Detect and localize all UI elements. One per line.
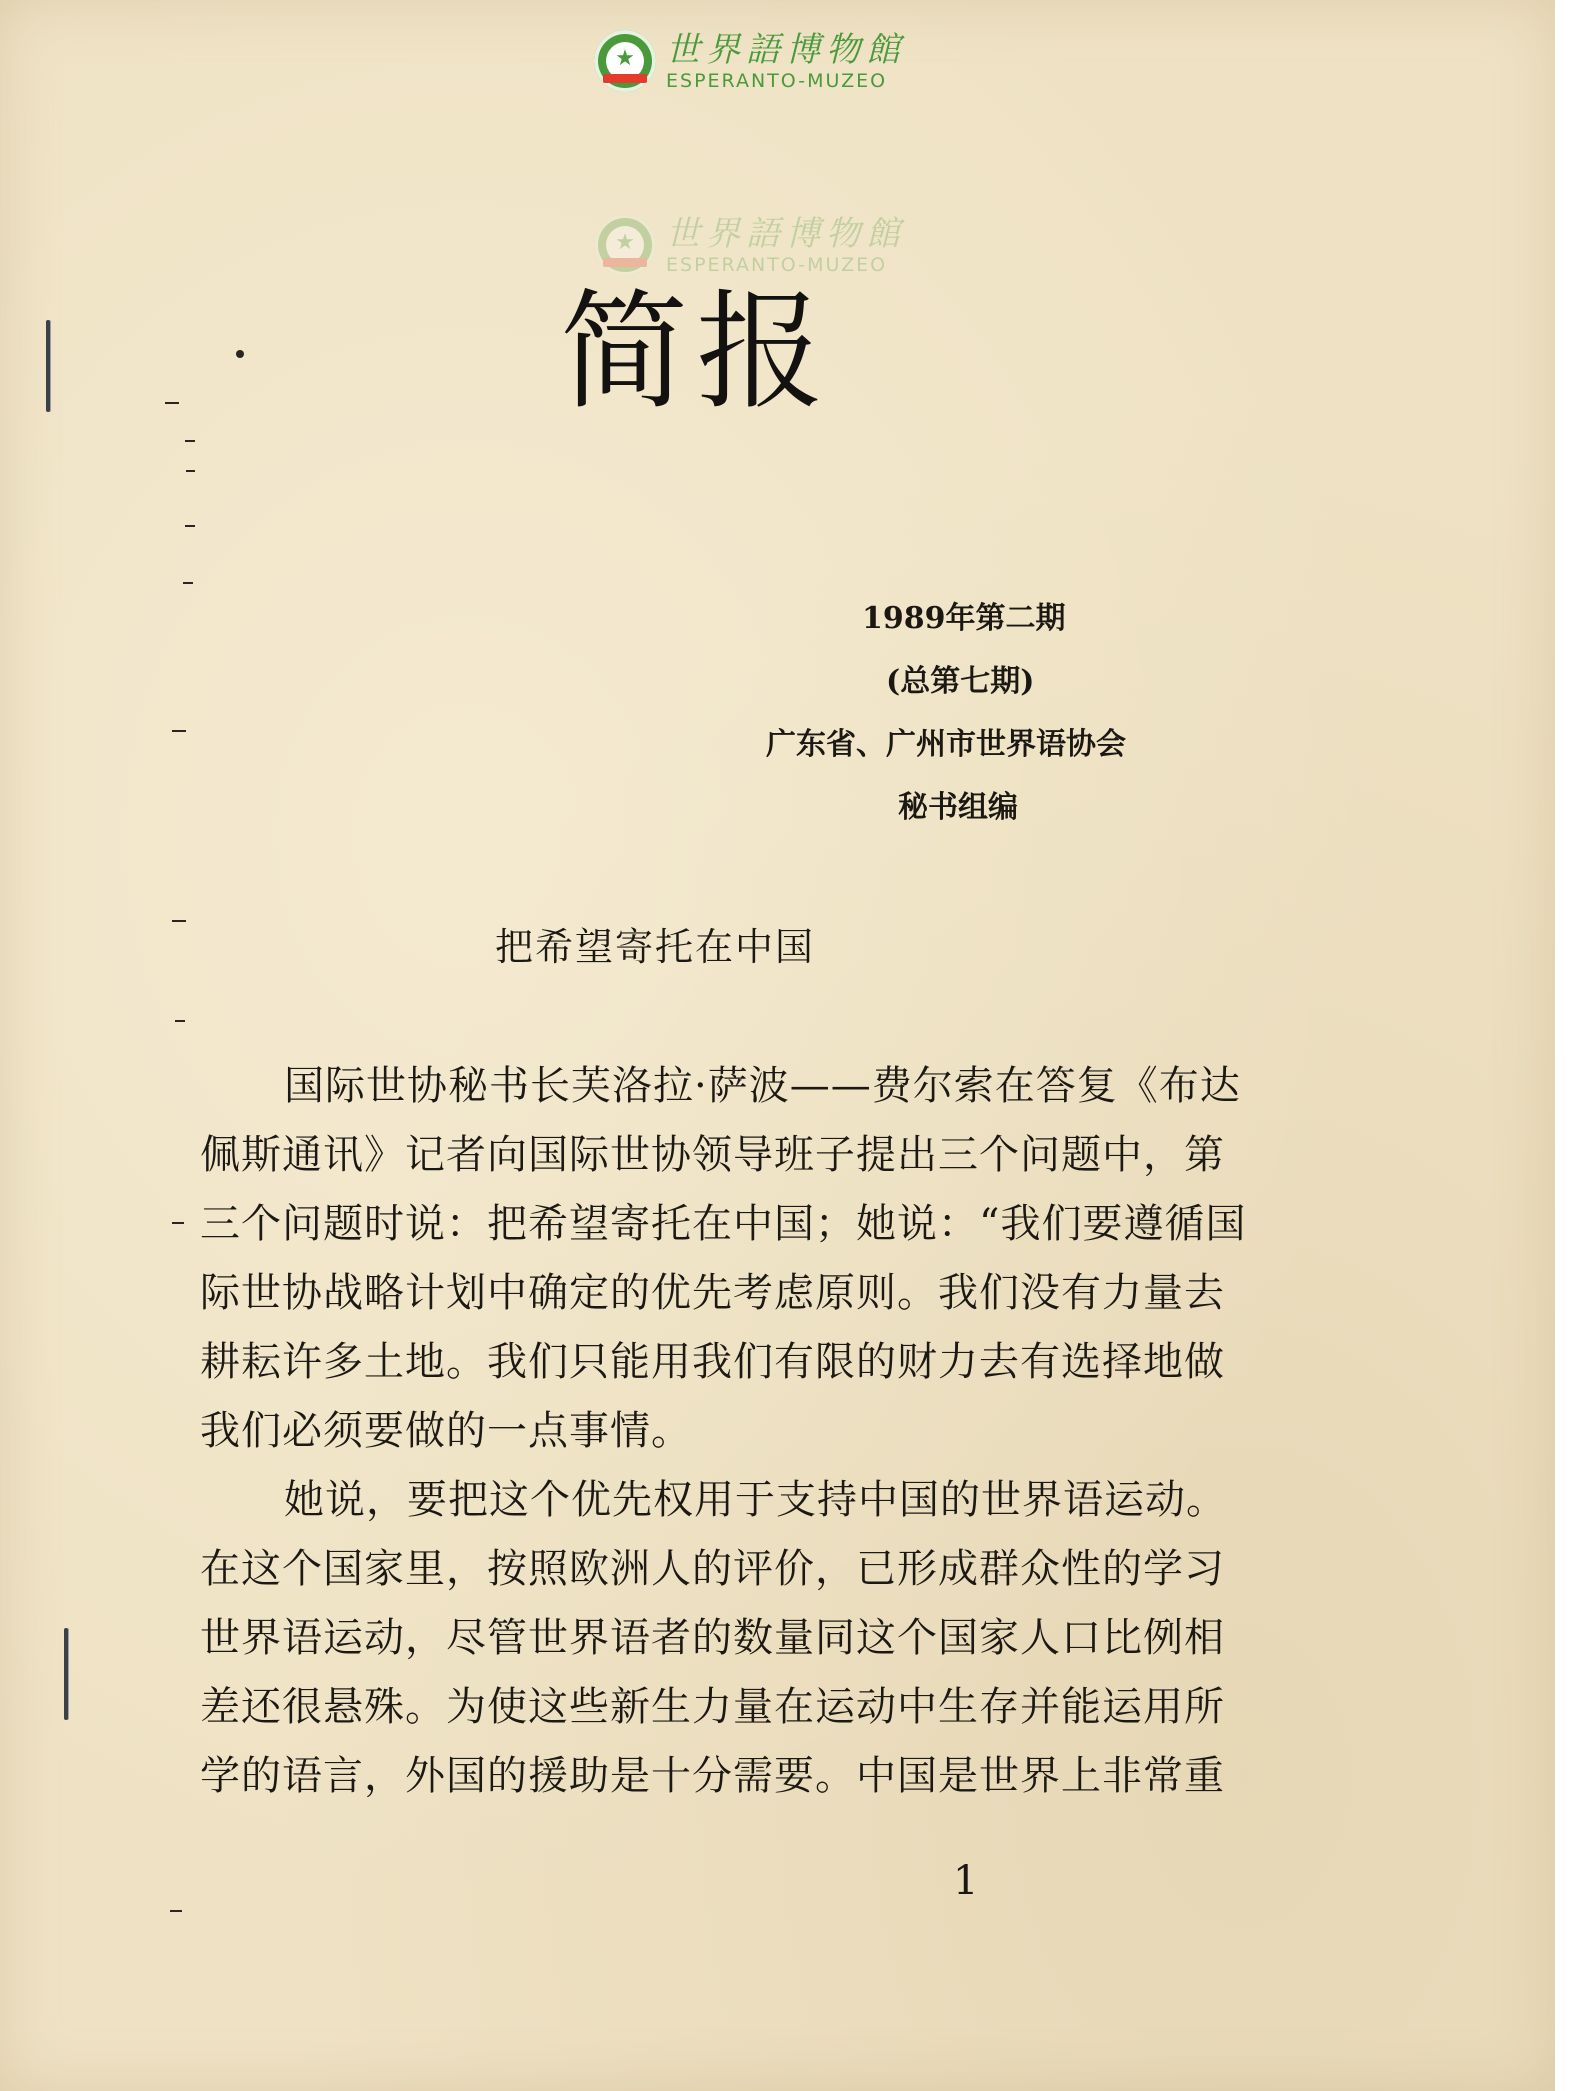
- logo-english-name: ESPERANTO-MUZEO: [666, 70, 888, 92]
- newsletter-title: 简报: [560, 278, 833, 427]
- article-paragraph: 她说，要把这个优先权用于支持中国的世界语运动。在这个国家里，按照欧洲人的评价，已形成群众性的学习世界语运动，尽管世界语者的数量同这个国家人口比例相差还很悬殊。为使这些新生力量在运动中生存并能运用所学的语言，外国的援助是十分需要。中国是世界上非常重: [200, 1477, 1227, 1799]
- page-number: 1: [953, 1858, 979, 1904]
- margin-mark: [172, 1222, 184, 1224]
- watermark-chinese-name: 世界語博物館: [666, 214, 906, 254]
- staple-top: [46, 320, 50, 412]
- issue-number: 1989年第二期: [862, 601, 1066, 636]
- margin-mark: [183, 582, 193, 584]
- margin-mark: [175, 1020, 185, 1022]
- publisher-organization: 广东省、广州市世界语协会: [766, 727, 1126, 762]
- margin-mark: [185, 440, 195, 442]
- margin-mark: [170, 1910, 182, 1912]
- museum-emblem-icon: ★: [594, 214, 656, 276]
- total-issue-number: (总第七期): [886, 664, 1035, 699]
- margin-mark: [185, 525, 195, 527]
- article-body: [200, 1052, 1252, 1811]
- museum-emblem-icon: ★: [594, 30, 656, 92]
- editor-line: 秘书组编: [898, 790, 1018, 825]
- watermark-english-name: ESPERANTO-MUZEO: [666, 254, 888, 276]
- margin-mark: [165, 402, 179, 404]
- staple-bottom: [64, 1628, 68, 1720]
- margin-mark: [172, 920, 186, 922]
- scan-margin: [1555, 0, 1571, 2091]
- article-paragraph: 国际世协秘书长芙洛拉·萨波——费尔索在答复《布达佩斯通讯》记者向国际世协领导班子提出三个问题中，第三个问题时说：把希望寄托在中国；她说：“我们要遵循国际世协战略计划中确定的优先考虑原则。我们没有力量去耕耘许多土地。我们只能用我们有限的财力去有选择地做我们必须要做的一点事情。: [200, 1063, 1247, 1454]
- margin-mark: [172, 730, 186, 732]
- esperanto-museum-logo: [594, 30, 906, 92]
- logo-chinese-name: 世界語博物館: [666, 30, 906, 70]
- margin-mark: [186, 470, 195, 472]
- esperanto-museum-watermark: [594, 214, 906, 276]
- ink-dot: [236, 350, 244, 358]
- article-title: 把希望寄托在中国: [495, 925, 816, 969]
